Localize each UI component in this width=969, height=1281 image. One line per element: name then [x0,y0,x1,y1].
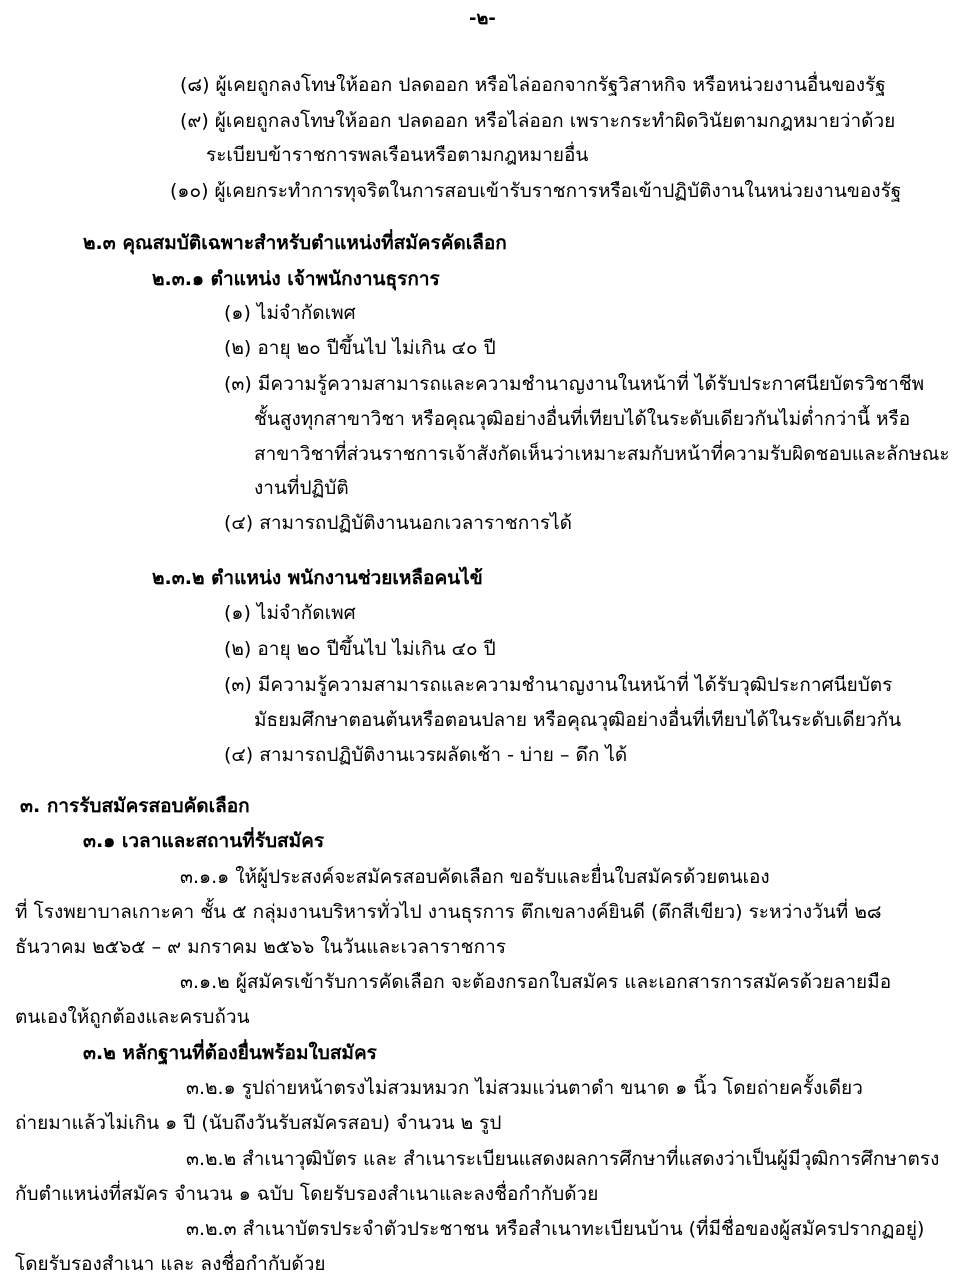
position-2-item-1: (๑) ไม่จำกัดเพศ [224,602,356,624]
page-number: -๒- [469,8,496,29]
position-1-item-2: (๒) อายุ ๒๐ ปีขึ้นไป ไม่เกิน ๔๐ ปี [224,337,496,359]
section-2-3-heading: ๒.๓ คุณสมบัติเฉพาะสำหรับตำแหน่งที่สมัครคัดเลือก [83,232,507,254]
para-3-2-1-line-2: ถ่ายมาแล้วไม่เกิน ๑ ปี (นับถึงวันรับสมัครสอบ) จำนวน ๒ รูป [15,1112,502,1134]
item-10: (๑๐) ผู้เคยกระทำการทุจริตในการสอบเข้ารับราชการหรือเข้าปฏิบัติงานในหน่วยงานของรัฐ [170,180,902,202]
item-9-line-2: ระเบียบข้าราชการพลเรือนหรือตามกฎหมายอื่น [206,144,589,166]
section-3-1-heading: ๓.๑ เวลาและสถานที่รับสมัคร [83,830,325,852]
para-3-1-1-line-2: ที่ โรงพยาบาลเกาะคา ชั้น ๕ กลุ่มงานบริหารทั่วไป งานธุรการ ตึกเขลางค์ยินดี (ตึกสีเขียว) ระหว่างวันที่ ๒๘ [15,901,882,923]
position-1-item-1: (๑) ไม่จำกัดเพศ [224,302,356,324]
section-3-heading: ๓. การรับสมัครสอบคัดเลือก [20,795,250,817]
position-2-item-3-line-1: (๓) มีความรู้ความสามารถและความชำนาญงานในหน้าที่ ได้รับวุฒิประกาศนียบัตร [224,674,893,696]
position-1-item-3-line-3: สาขาวิชาที่ส่วนราชการเจ้าสังกัดเห็นว่าเหมาะสมกับหน้าที่ความรับผิดชอบและลักษณะ [254,443,950,465]
para-3-1-1-line-1: ๓.๑.๑ ให้ผู้ประสงค์จะสมัครสอบคัดเลือก ขอรับและยื่นใบสมัครด้วยตนเอง [180,866,770,888]
position-2-item-4: (๔) สามารถปฏิบัติงานเวรผลัดเช้า - บ่าย – ดึก ได้ [224,744,628,766]
para-3-1-1-line-3: ธันวาคม ๒๕๖๕ – ๙ มกราคม ๒๕๖๖ ในวันและเวลาราชการ [15,936,506,958]
position-1-item-3-line-4: งานที่ปฏิบัติ [254,477,349,499]
position-1-heading: ๒.๓.๑ ตำแหน่ง เจ้าพนักงานธุรการ [152,268,440,290]
para-3-2-3-line-1: ๓.๒.๓ สำเนาบัตรประจำตัวประชาชน หรือสำเนาทะเบียนบ้าน (ที่มีชื่อของผู้สมัครปรากฏอยู่) [186,1218,925,1240]
position-2-item-3-line-2: มัธยมศึกษาตอนต้นหรือตอนปลาย หรือคุณวุฒิอย่างอื่นที่เทียบได้ในระดับเดียวกัน [254,709,902,731]
para-3-2-1-line-1: ๓.๒.๑ รูปถ่ายหน้าตรงไม่สวมหมวก ไม่สวมแว่นตาดำ ขนาด ๑ นิ้ว โดยถ่ายครั้งเดียว [186,1077,863,1099]
position-1-item-3-line-2: ชั้นสูงทุกสาขาวิชา หรือคุณวุฒิอย่างอื่นที่เทียบได้ในระดับเดียวกันไม่ต่ำกว่านี้ หรือ [254,408,911,430]
para-3-2-2-line-1: ๓.๒.๒ สำเนาวุฒิบัตร และ สำเนาระเบียนแสดงผลการศึกษาที่แสดงว่าเป็นผู้มีวุฒิการศึกษาตรง [186,1148,940,1170]
position-1-item-4: (๔) สามารถปฏิบัติงานนอกเวลาราชการได้ [224,512,572,534]
section-3-2-heading: ๓.๒ หลักฐานที่ต้องยื่นพร้อมใบสมัคร [83,1042,377,1064]
position-2-heading: ๒.๓.๒ ตำแหน่ง พนักงานช่วยเหลือคนไข้ [152,567,483,589]
item-8: (๘) ผู้เคยถูกลงโทษให้ออก ปลดออก หรือไล่ออกจากรัฐวิสาหกิจ หรือหน่วยงานอื่นของรัฐ [180,74,886,96]
position-1-item-3-line-1: (๓) มีความรู้ความสามารถและความชำนาญงานในหน้าที่ ได้รับประกาศนียบัตรวิชาชีพ [224,373,925,395]
para-3-2-3-line-2: โดยรับรองสำเนา และ ลงชื่อกำกับด้วย [15,1253,326,1275]
item-9-line-1: (๙) ผู้เคยถูกลงโทษให้ออก ปลดออก หรือไล่ออก เพราะกระทำผิดวินัยตามกฎหมายว่าด้วย [180,110,896,132]
para-3-1-2-line-2: ตนเองให้ถูกต้องและครบถ้วน [15,1006,250,1028]
para-3-2-2-line-2: กับตำแหน่งที่สมัคร จำนวน ๑ ฉบับ โดยรับรองสำเนาและลงชื่อกำกับด้วย [15,1183,599,1205]
para-3-1-2-line-1: ๓.๑.๒ ผู้สมัครเข้ารับการคัดเลือก จะต้องกรอกใบสมัคร และเอกสารการสมัครด้วยลายมือ [180,971,892,993]
position-2-item-2: (๒) อายุ ๒๐ ปีขึ้นไป ไม่เกิน ๔๐ ปี [224,638,496,660]
